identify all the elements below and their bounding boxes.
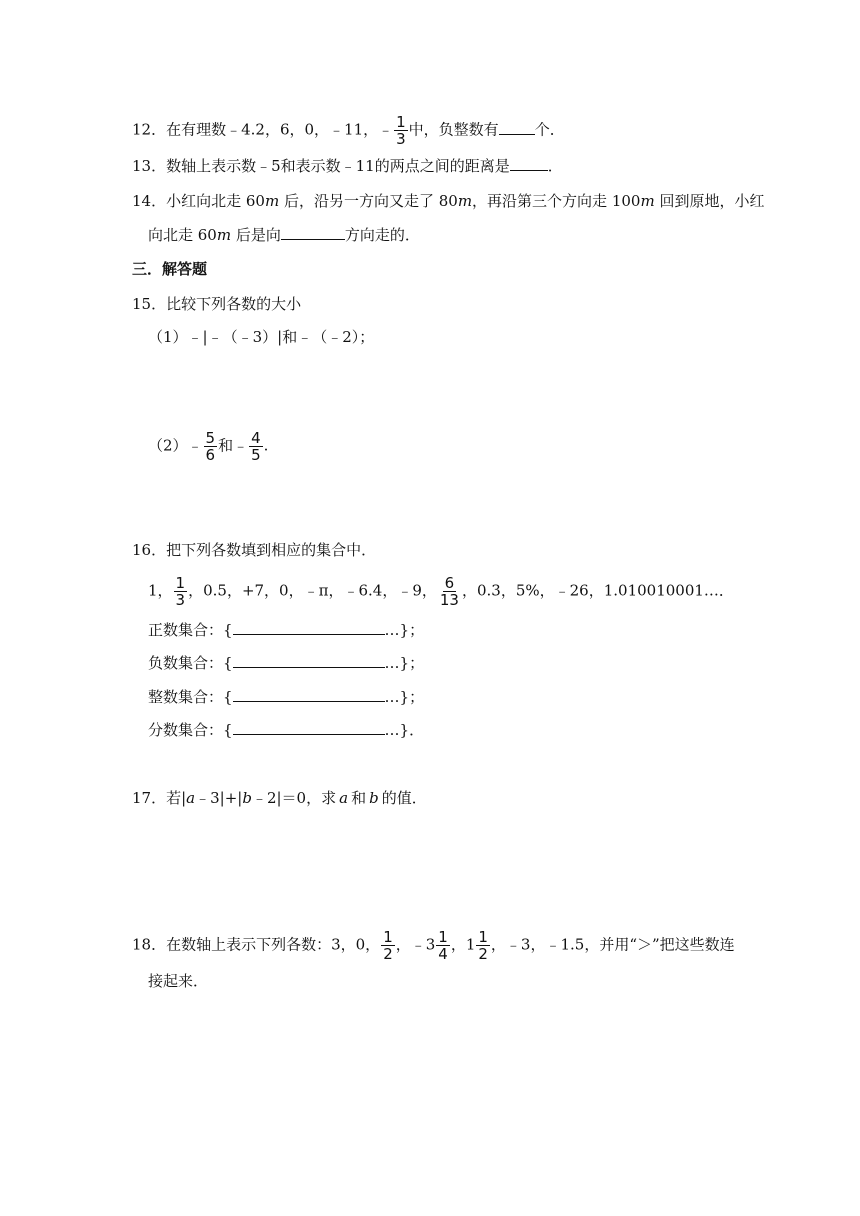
question-15-part-2: （2）﹣ $\frac{5}{6}$ 和﹣ $\frac{4}{5}$ .: [148, 429, 269, 464]
question-12: [132, 114, 565, 147]
q12-text-post: 个．: [534, 120, 565, 139]
question-18-line-2: 接起来．: [148, 972, 209, 990]
question-14-line-1: 14．小红向北走 60m 后，沿另一方向又走了 80m，再沿第三个方向走 100m 回到原地，小红: [132, 192, 765, 210]
positive-set: 正数集合：{ …}；: [148, 621, 425, 639]
q18-fraction-1: $\frac{1}{2}$: [383, 928, 393, 963]
q18-fraction-3: $\frac{1}{2}$: [478, 928, 488, 963]
q14-answer-blank[interactable]: [281, 225, 345, 240]
negative-set-blank[interactable]: [233, 653, 385, 668]
fraction-set: 分数集合：{ …}．: [148, 721, 425, 739]
q16-fraction-2: $\frac{6}{13}$: [439, 574, 459, 609]
question-18-line-1: 18．在数轴上表示下列各数：3，0， $\frac{1}{2}$ ，﹣3 $\frac{1}{4}$ ，1 $\frac{1}{2}$ ，﹣3，﹣1.5，并用“＞”把这些数连: [132, 928, 735, 963]
integer-set-blank[interactable]: [233, 687, 385, 702]
q15-fraction-1: $\frac{5}{6}$: [205, 429, 216, 464]
question-15-part-1: （1）﹣|﹣（﹣3）|和﹣（﹣2）；: [148, 328, 375, 346]
question-14-line-2: 向北走 60m 后是向 方向走的．: [148, 226, 420, 244]
section-title: 三．解答题: [132, 260, 208, 278]
q12-answer-blank[interactable]: [499, 120, 535, 135]
integer-set: 整数集合：{ …}；: [148, 688, 425, 706]
positive-set-blank[interactable]: [233, 620, 385, 635]
fraction-set-blank[interactable]: [233, 720, 385, 735]
question-16-numbers: 1， $\frac{1}{3}$ ，0.5，+7，0，﹣π，﹣6.4，﹣9， $\frac{6}{13}$ ，0.3，5%，﹣26，1.010010001…．: [148, 574, 734, 609]
q13-answer-blank[interactable]: [510, 156, 548, 171]
q13-text-post: ．: [547, 157, 563, 175]
q12-fraction: $\frac{1}{3}$: [396, 113, 406, 148]
question-17: 17．若|a﹣3|+|b﹣2|＝0，求 a 和 b 的值．: [132, 789, 427, 807]
q18-fraction-2: $\frac{1}{4}$: [438, 928, 448, 963]
q16-fraction-1: $\frac{1}{3}$: [175, 574, 186, 609]
question-15-title: 15．比较下列各数的大小: [132, 295, 302, 313]
question-16-title: 16．把下列各数填到相应的集合中．: [132, 541, 377, 559]
q12-text-mid: 中，负整数有: [408, 120, 499, 139]
negative-set: 负数集合：{ …}；: [148, 654, 425, 672]
question-13: [132, 156, 563, 176]
q13-text-pre: 13．数轴上表示数﹣5和表示数﹣11的两点之间的距离是: [132, 157, 510, 175]
q15-fraction-2: $\frac{4}{5}$: [251, 429, 261, 464]
q12-text-pre: 12．在有理数﹣4.2，6，0，﹣11，﹣: [132, 120, 394, 139]
